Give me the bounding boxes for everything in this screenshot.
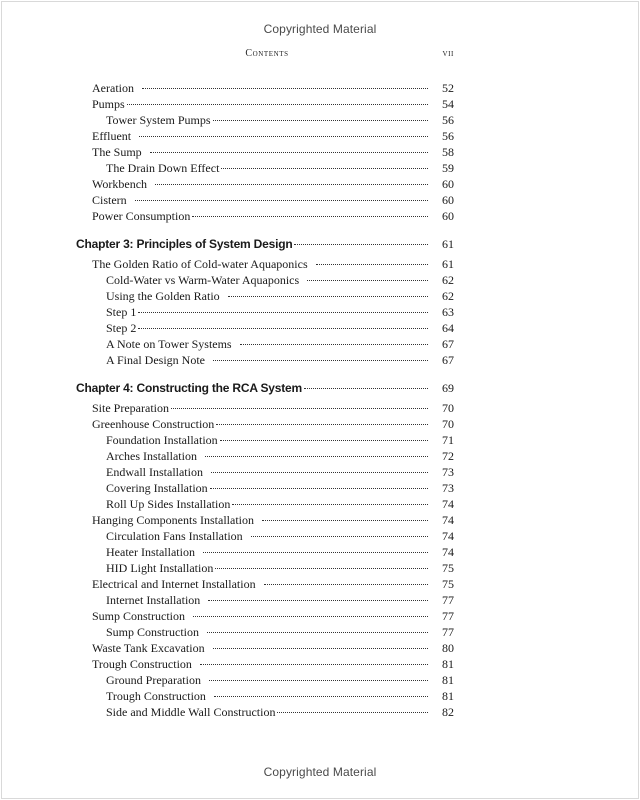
toc-entry[interactable]: [92, 144, 454, 160]
toc-entry-page: 59: [442, 161, 454, 175]
dot-leader: [264, 584, 428, 585]
toc-entry-title: The Sump: [92, 145, 142, 159]
toc-entry-page: 81: [442, 689, 454, 703]
toc-entry-title: The Drain Down Effect: [106, 161, 220, 175]
toc-entry-title: Sump Construction: [92, 609, 186, 623]
dot-leader: [200, 664, 428, 665]
copyright-footer: Copyrighted Material: [263, 765, 377, 779]
toc-entry-page: 80: [442, 641, 454, 655]
toc-entry-title: Chapter 3: Principles of System Design: [76, 237, 293, 251]
toc-entry-page: 71: [442, 433, 454, 447]
toc-entry[interactable]: [106, 544, 454, 560]
dot-leader: [213, 648, 428, 649]
toc-entry-title: Chapter 4: Constructing the RCA System: [76, 381, 302, 395]
toc-entry-title: Waste Tank Excavation: [92, 641, 205, 655]
toc-entry[interactable]: [106, 160, 454, 176]
toc-entry-page: 60: [442, 193, 454, 207]
dot-leader: [221, 168, 428, 169]
running-head-title: Contents: [245, 48, 289, 59]
toc-entry-page: 62: [442, 289, 454, 303]
toc-entry[interactable]: [92, 416, 454, 432]
toc-entry[interactable]: [106, 592, 454, 608]
copyright-header: Copyrighted Material: [263, 22, 377, 36]
toc-entry-title: Cistern: [92, 193, 127, 207]
toc-entry[interactable]: [106, 528, 454, 544]
toc-entry-page: 74: [442, 497, 454, 511]
dot-leader: [213, 360, 428, 361]
toc-entry-title: Foundation Installation: [106, 433, 218, 447]
toc-entry-page: 69: [442, 381, 454, 395]
toc-entry[interactable]: [92, 96, 454, 112]
toc-entry-page: 60: [442, 177, 454, 191]
toc-entry-title: The Golden Ratio of Cold-water Aquaponics: [92, 257, 308, 271]
dot-leader: [251, 536, 428, 537]
toc-entry[interactable]: [106, 112, 454, 128]
dot-leader: [171, 408, 428, 409]
toc-chapter-entry[interactable]: [76, 236, 454, 252]
dot-leader: [277, 712, 428, 713]
toc-entry-page: 73: [442, 481, 454, 495]
toc-entry[interactable]: [106, 688, 454, 704]
toc-entry-title: HID Light Installation: [106, 561, 214, 575]
toc-entry-title: Cold-Water vs Warm-Water Aquaponics: [106, 273, 300, 287]
toc-entry-page: 70: [442, 401, 454, 415]
toc-entry-title: Pumps: [92, 97, 125, 111]
toc-entry-page: 82: [442, 705, 454, 719]
dot-leader: [216, 424, 428, 425]
toc-entry[interactable]: [106, 496, 454, 512]
dot-leader: [213, 120, 429, 121]
toc-entry-page: 54: [442, 97, 454, 111]
dot-leader: [207, 632, 428, 633]
toc-entry-page: 67: [442, 353, 454, 367]
toc-entry-page: 67: [442, 337, 454, 351]
dot-leader: [127, 104, 428, 105]
toc-entry-page: 64: [442, 321, 454, 335]
toc-entry[interactable]: [106, 448, 454, 464]
dot-leader: [150, 152, 428, 153]
toc-entry-title: Sump Construction: [106, 625, 200, 639]
dot-leader: [304, 388, 428, 389]
toc-entry[interactable]: [106, 320, 454, 336]
toc-entry-page: 73: [442, 465, 454, 479]
dot-leader: [240, 344, 428, 345]
dot-leader: [210, 488, 428, 489]
toc-entry-title: Aeration: [92, 81, 134, 95]
dot-leader: [262, 520, 428, 521]
toc-entry-page: 75: [442, 577, 454, 591]
toc-entry[interactable]: [106, 352, 454, 368]
toc-entry-page: 77: [442, 609, 454, 623]
toc-entry[interactable]: [106, 464, 454, 480]
toc-entry[interactable]: [106, 336, 454, 352]
dot-leader: [220, 440, 428, 441]
toc-entry[interactable]: [106, 272, 454, 288]
toc-entry[interactable]: [92, 400, 454, 416]
toc-entry-page: 61: [442, 257, 454, 271]
toc-entry-title: Endwall Installation: [106, 465, 203, 479]
toc-entry-page: 56: [442, 129, 454, 143]
dot-leader: [209, 680, 428, 681]
toc-entry[interactable]: [106, 480, 454, 496]
dot-leader: [203, 552, 428, 553]
toc-entry-title: Trough Construction: [106, 689, 206, 703]
toc-entry-page: 81: [442, 673, 454, 687]
dot-leader: [316, 264, 428, 265]
toc-entry-page: 74: [442, 529, 454, 543]
toc-entry[interactable]: [106, 432, 454, 448]
toc-entry-page: 70: [442, 417, 454, 431]
toc-entry-page: 60: [442, 209, 454, 223]
toc-entry-title: Trough Construction: [92, 657, 192, 671]
toc-entry-page: 77: [442, 625, 454, 639]
toc-entry-title: Circulation Fans Installation: [106, 529, 243, 543]
toc-entry[interactable]: [106, 624, 454, 640]
dot-leader: [208, 600, 428, 601]
dot-leader: [228, 296, 428, 297]
toc-entry[interactable]: [106, 288, 454, 304]
toc-entry[interactable]: [106, 560, 454, 576]
toc-entry-page: 77: [442, 593, 454, 607]
dot-leader: [214, 696, 428, 697]
toc-entry-title: Step 1: [106, 305, 137, 319]
dot-leader: [142, 88, 428, 89]
dot-leader: [211, 472, 428, 473]
toc-entry-page: 56: [442, 113, 454, 127]
toc-entry[interactable]: [92, 576, 454, 592]
toc-entry[interactable]: [92, 656, 454, 672]
toc-entry-page: 63: [442, 305, 454, 319]
toc-entry-title: Roll Up Sides Installation: [106, 497, 231, 511]
toc-entry-title: Heater Installation: [106, 545, 195, 559]
toc-entry-page: 81: [442, 657, 454, 671]
toc-entry[interactable]: [92, 192, 454, 208]
toc-entry-title: A Note on Tower Systems: [106, 337, 232, 351]
toc-entry-title: Workbench: [92, 177, 148, 191]
toc-entry-page: 74: [442, 545, 454, 559]
toc-entry-title: Hanging Components Installation: [92, 513, 254, 527]
toc-entry-title: Using the Golden Ratio: [106, 289, 220, 303]
dot-leader: [232, 504, 428, 505]
page-number: vii: [442, 48, 454, 59]
toc-entry-title: Internet Installation: [106, 593, 201, 607]
dot-leader: [193, 616, 428, 617]
toc-entry-title: Electrical and Internet Installation: [92, 577, 256, 591]
toc-entry[interactable]: [106, 304, 454, 320]
toc-entry-title: Greenhouse Construction: [92, 417, 215, 431]
toc-entry[interactable]: [106, 672, 454, 688]
dot-leader: [307, 280, 428, 281]
dot-leader: [138, 328, 428, 329]
toc-entry-title: Tower System Pumps: [106, 113, 211, 127]
toc-entry[interactable]: [92, 80, 454, 96]
dot-leader: [139, 136, 428, 137]
toc-entry-title: Effluent: [92, 129, 132, 143]
toc-entry-page: 52: [442, 81, 454, 95]
toc-entry-title: Power Consumption: [92, 209, 191, 223]
toc-entry[interactable]: [106, 704, 454, 720]
toc-entry[interactable]: [92, 640, 454, 656]
toc-entry-title: Step 2: [106, 321, 137, 335]
toc-entry-title: Covering Installation: [106, 481, 208, 495]
toc-entry[interactable]: [92, 256, 454, 272]
dot-leader: [192, 216, 428, 217]
toc-entry-page: 72: [442, 449, 454, 463]
toc-entry[interactable]: [92, 512, 454, 528]
toc-entry-page: 58: [442, 145, 454, 159]
dot-leader: [135, 200, 428, 201]
dot-leader: [215, 568, 428, 569]
toc-entry-title: Arches Installation: [106, 449, 197, 463]
toc-entry-page: 75: [442, 561, 454, 575]
toc-entry-title: Side and Middle Wall Construction: [106, 705, 276, 719]
toc-entry[interactable]: [92, 176, 454, 192]
toc-chapter-entry[interactable]: [76, 380, 454, 396]
dot-leader: [138, 312, 428, 313]
toc-entry-title: A Final Design Note: [106, 353, 205, 367]
toc-entry-title: Site Preparation: [92, 401, 169, 415]
toc-entry-page: 74: [442, 513, 454, 527]
toc-entry[interactable]: [92, 608, 454, 624]
dot-leader: [294, 244, 428, 245]
toc-entry-title: Ground Preparation: [106, 673, 201, 687]
toc-entry[interactable]: [92, 128, 454, 144]
toc-entry[interactable]: [92, 208, 454, 224]
dot-leader: [155, 184, 428, 185]
toc-entry-page: 61: [442, 237, 454, 251]
toc-entry-page: 62: [442, 273, 454, 287]
dot-leader: [205, 456, 428, 457]
